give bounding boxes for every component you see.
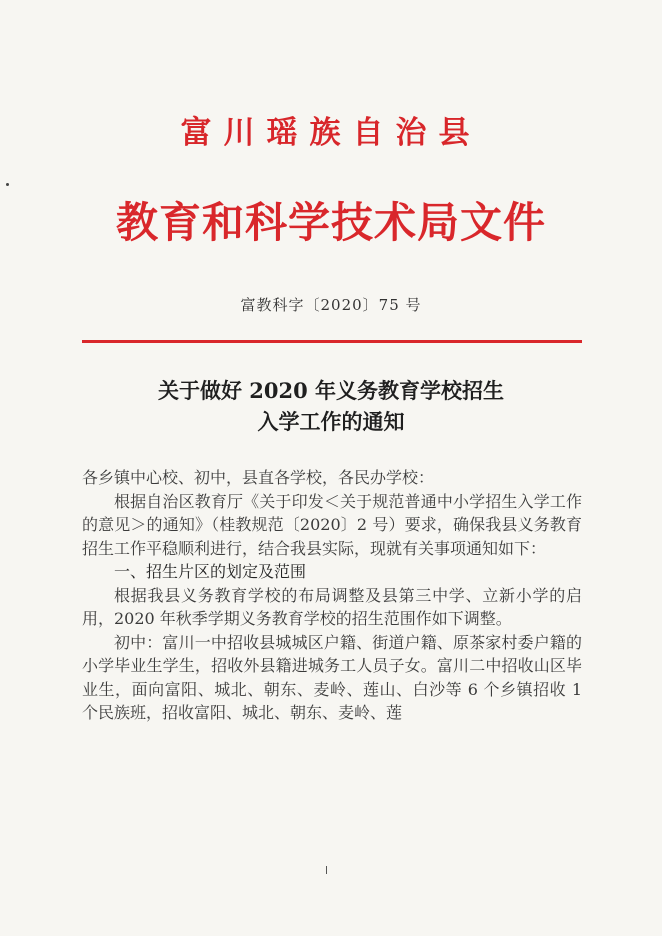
title-line-1: 关于做好 2020 年义务教育学校招生 xyxy=(157,378,505,403)
document-body xyxy=(82,466,582,725)
title-line-2: 入学工作的通知 xyxy=(257,409,405,434)
issuer-document-heading: 教育和科学技术局文件 xyxy=(115,198,546,247)
scan-mark xyxy=(326,866,327,874)
paragraph-junior-high: 初中：富川一中招收县城城区户籍、街道户籍、原茶家村委户籍的小学毕业生学生，招收外县籍进城务工人员子女。富川二中招收山区毕业生，面向富阳、城北、朝东、麦岭、莲山、白沙等 6 个乡镇招收 1 个民族班，招收富阳、城北、朝东、麦岭、莲 xyxy=(82,632,582,722)
document-title xyxy=(0,375,662,437)
issuer-name: 富川瑶族自治县 xyxy=(180,115,482,151)
document-number: 富教科字〔2020〕75 号 xyxy=(240,296,422,314)
scan-speck xyxy=(6,183,9,186)
red-divider-line xyxy=(82,340,582,343)
paragraph-adjustment: 根据我县义务教育学校的布局调整及县第三中学、立新小学的启用，2020 年秋季学期义务教育学校的招生范围作如下调整。 xyxy=(82,585,582,628)
salutation: 各乡镇中心校、初中，县直各学校，各民办学校： xyxy=(82,468,435,487)
paragraph-intro: 根据自治区教育厅《关于印发＜关于规范普通中小学招生入学工作的意见＞的通知》（桂教规范〔2020〕2 号）要求，确保我县义务教育招生工作平稳顺利进行，结合我县实际，现就有关事项通知如下： xyxy=(82,491,582,558)
section-heading: 一、招生片区的划定及范围 xyxy=(114,562,307,581)
